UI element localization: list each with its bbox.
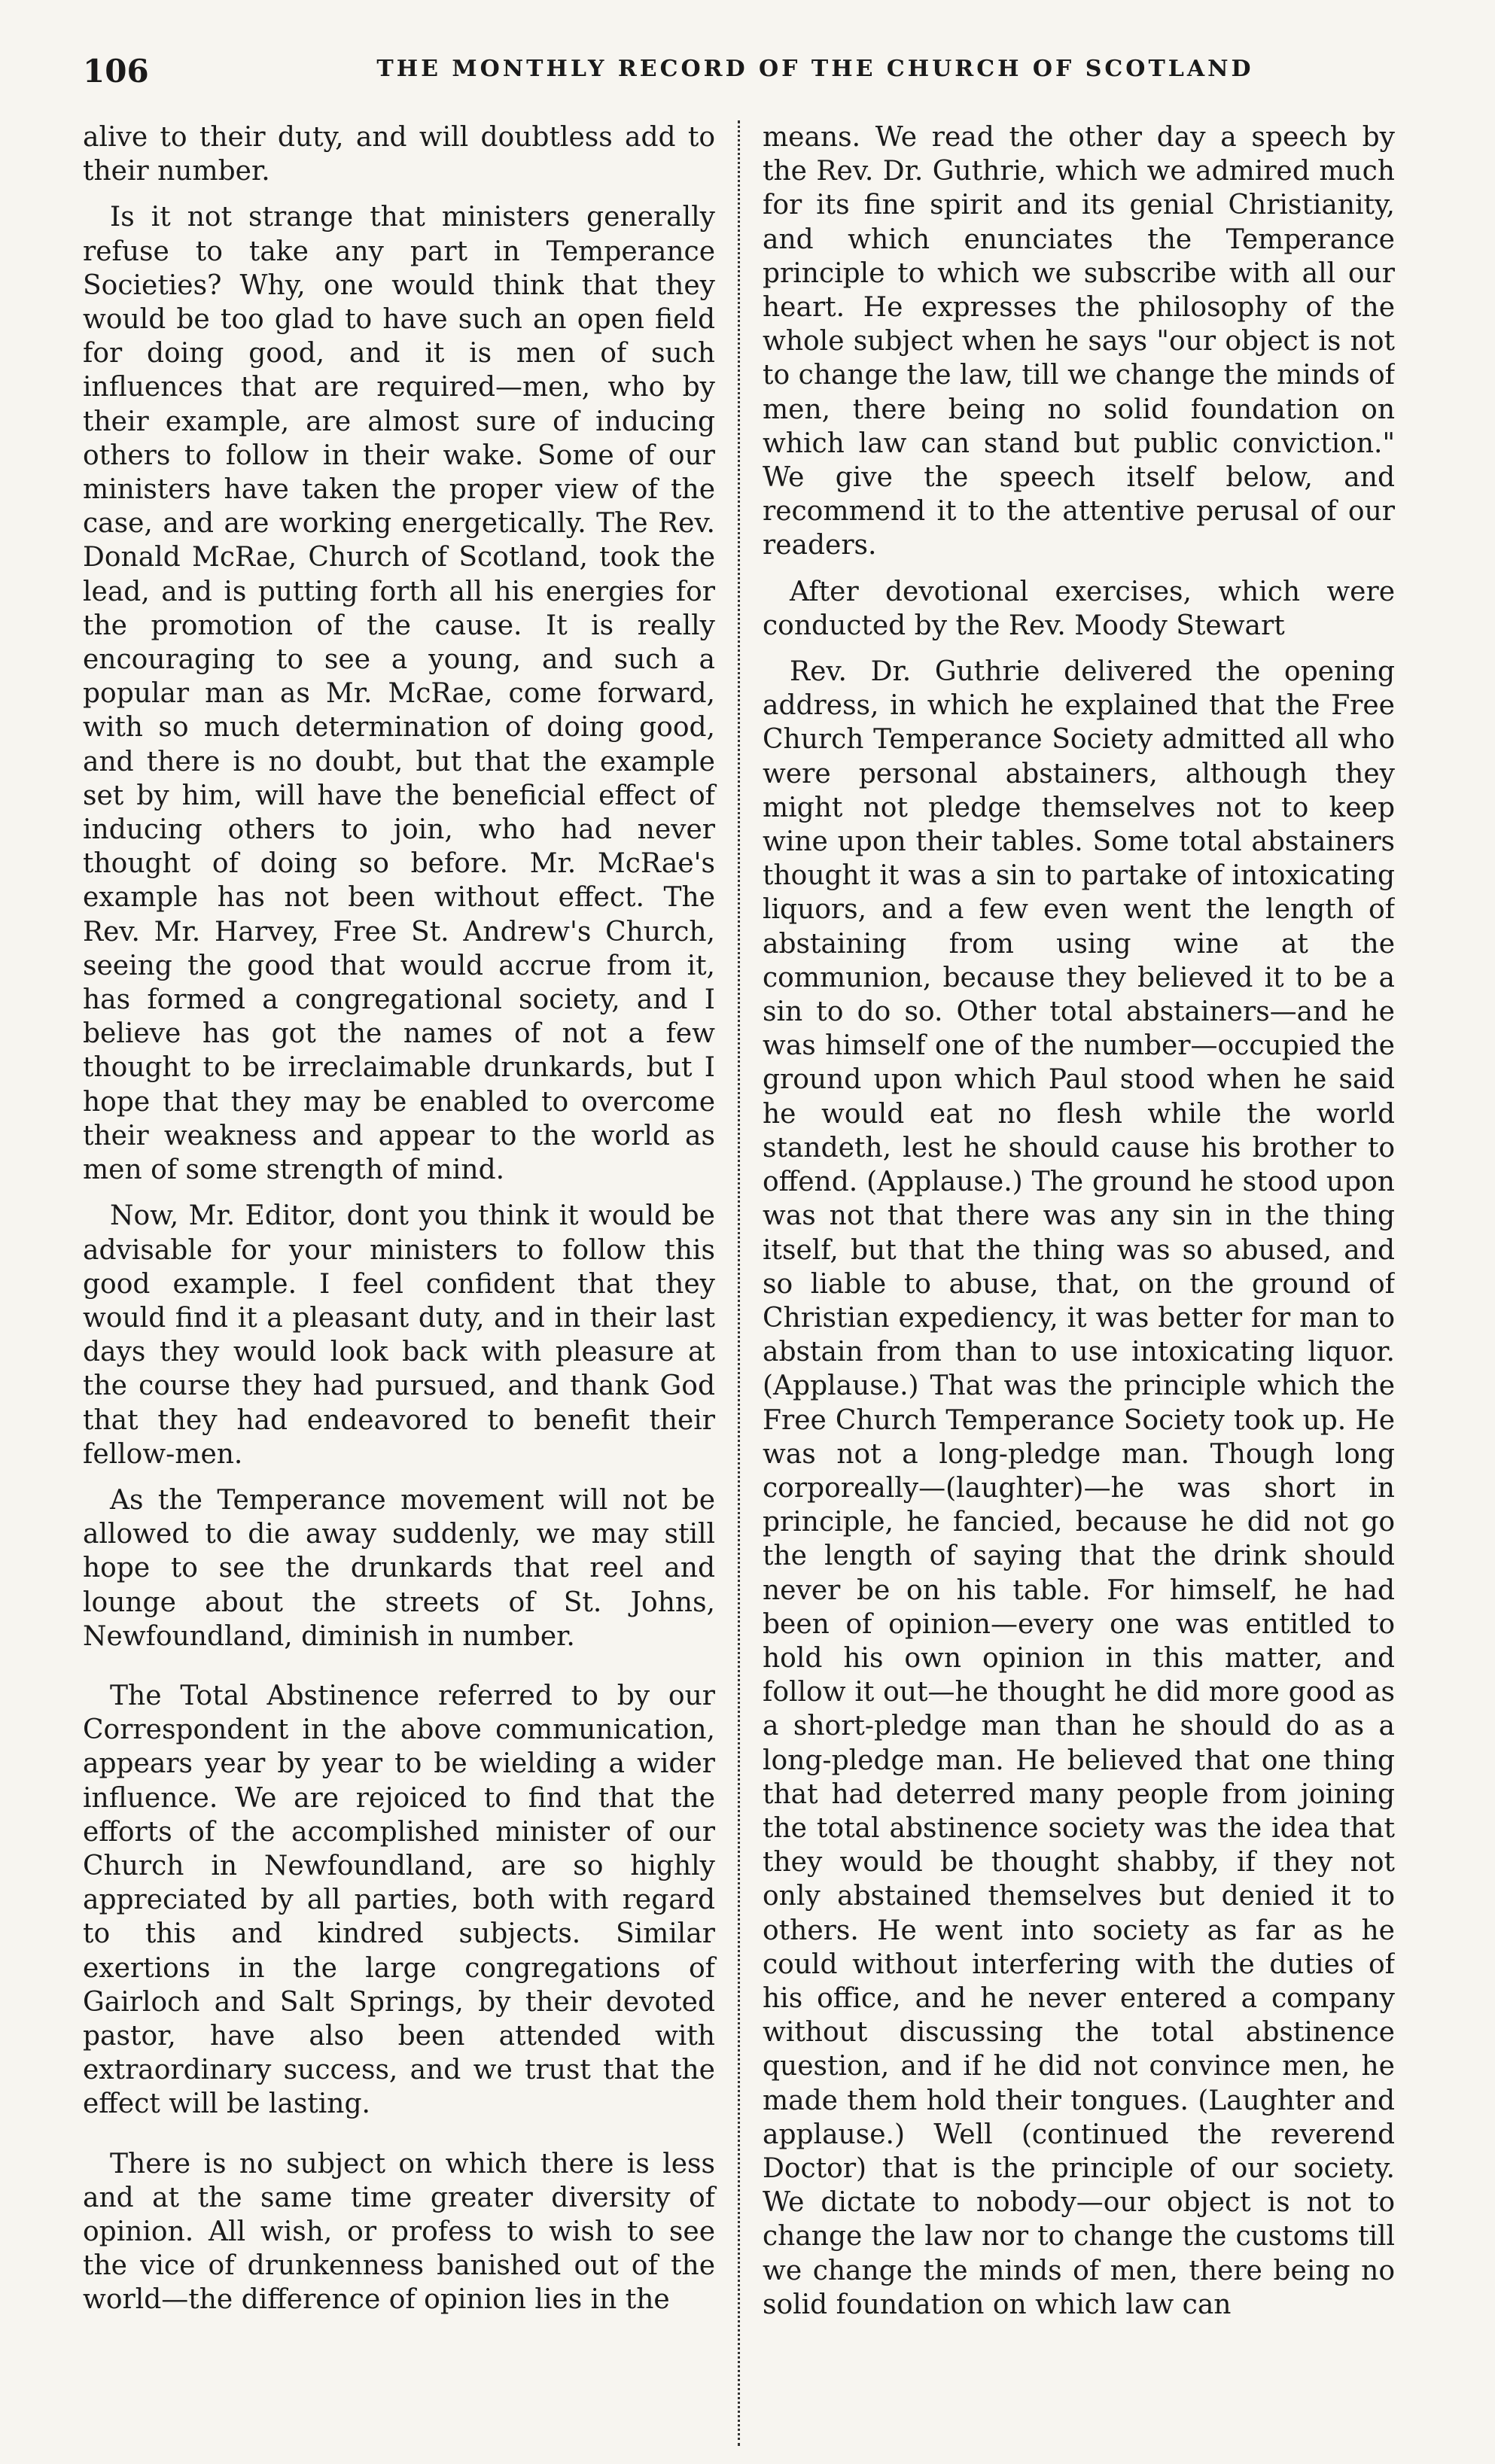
paragraph: As the Temperance movement will not be allowed to die away suddenly, we may still hope to see the drunkards that reel and lounge about the streets of St. Johns, Newfoundland, diminish in number. <box>83 1484 715 1652</box>
page-number: 106 <box>83 53 149 90</box>
paragraph: means. We read the other day a speech by the Rev. Dr. Guthrie, which we admired much for its fine spirit and its genial Christianity, and which enunciates the Temperance principle to which we subscribe with all our heart. He expresses the philosophy of the whole subject when he says "our object is not to change the law, till we change the minds of men, there being no solid foundation on which law can stand but public conviction." We give the speech itself below, and recommend it to the attentive perusal of our readers. <box>763 122 1395 561</box>
paragraph: Rev. Dr. Guthrie delivered the opening address, in which he explained that the Free Church Temperance Society admitted all who were personal abstainers, although they might not pledge themselves not to keep wine upon their tables. Some total abstainers thought it was a sin to partake of intoxicating liquors, and a few even went the length of abstaining from using wine at the communion, because they believed it to be a sin to do so. Other total abstainers—and he was himself one of the number—occupied the ground upon which Paul stood when he said he would eat no flesh while the world standeth, lest he should cause his brother to offend. (Applause.) The ground he stood upon was not that there was any sin in the thing itself, but that the thing was so abused, and so liable to abuse, that, on the ground of Christian expediency, it was better for man to abstain from than to use intoxicating liquor. (Applause.) That was the principle which the Free Church Temperance Society took up. He was not a long-pledge man. Though long corporeally—(laughter)—he was short in principle, he fancied, because he did not go the length of saying that the drink should never be on his table. For himself, he had been of opinion—every one was entitled to hold his own opinion in this matter, and follow it out—he thought he did more good as a short-pledge man than he should do as a long-pledge man. He believed that one thing that had deterred many people from joining the total abstinence society was the idea that they would be thought shabby, if they not only abstained themselves but denied it to others. He went into society as far as he could without interfering with the duties of his office, and he never entered a company without discussing the total abstinence question, and if he did not convince men, he made them hold their tongues. (Laughter and applause.) Well (continued the reverend Doctor) that is the principle of our society. We dictate to nobody—our object is not to change the law nor to change the customs till we change the minds of men, there being no solid foundation on which law can <box>763 656 1395 2320</box>
paragraph: Now, Mr. Editor, dont you think it would be advisable for your ministers to follow this good example. I feel confident that they would find it a pleasant duty, and in their last days they would look back with pleasure at the course they had pursued, and thank God that they had endeavored to benefit their fellow-men. <box>83 1200 715 1470</box>
running-title: THE MONTHLY RECORD OF THE CHURCH OF SCOTLAND <box>376 56 1254 82</box>
right-column <box>740 120 1395 2453</box>
left-column <box>83 120 738 2453</box>
two-column-body <box>83 120 1427 2453</box>
page-header <box>83 53 1427 98</box>
paragraph: alive to their duty, and will doubtless add to their number. <box>83 122 715 187</box>
editorial-paragraph: There is no subject on which there is less and at the same time greater diversity of opinion. All wish, or profess to wish to see the vice of drunkenness banished out of the world—the difference of opinion lies in the <box>83 2148 715 2316</box>
paragraph: After devotional exercises, which were conducted by the Rev. Moody Stewart <box>763 576 1395 641</box>
editorial-paragraph: The Total Abstinence referred to by our Correspondent in the above communication, appears year by year to be wielding a wider influence. We are rejoiced to find that the efforts of the accomplished minister of our Church in Newfoundland, are so highly appreciated by all parties, both with regard to this and kindred subjects. Similar exertions in the large congregations of Gairloch and Salt Springs, by their devoted pastor, have also been attended with extraordinary success, and we trust that the effect will be lasting. <box>83 1680 715 2120</box>
paragraph: Is it not strange that ministers generally refuse to take any part in Temperance Societies? Why, one would think that they would be too glad to have such an open field for doing good, and it is men of such influences that are required—men, who by their example, are almost sure of inducing others to follow in their wake. Some of our ministers have taken the proper view of the case, and are working energetically. The Rev. Donald McRae, Church of Scotland, took the lead, and is putting forth all his energies for the promotion of the cause. It is really encouraging to see a young, and such a popular man as Mr. McRae, come forward, with so much determination of doing good, and there is no doubt, but that the example set by him, will have the beneficial effect of inducing others to join, who had never thought of doing so before. Mr. McRae's example has not been without effect. The Rev. Mr. Harvey, Free St. Andrew's Church, seeing the good that would accrue from it, has formed a congregational society, and I believe has got the names of not a few thought to be irreclaimable drunkards, but I hope that they may be enabled to overcome their weakness and appear to the world as men of some strength of mind. <box>83 202 715 1186</box>
